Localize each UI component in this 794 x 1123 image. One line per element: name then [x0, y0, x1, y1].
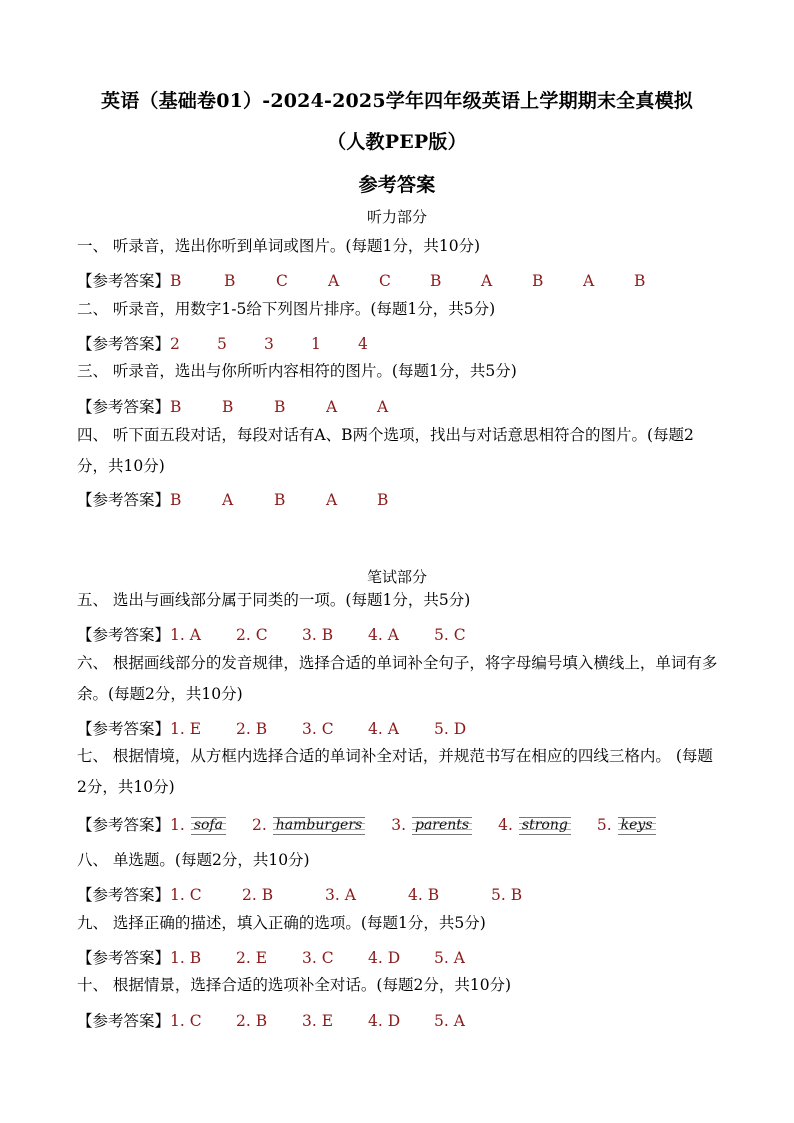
answer-value: 4. A: [368, 626, 399, 644]
answer-value: A: [222, 491, 234, 509]
question-2-answer: [77, 332, 368, 354]
document-subtitle: （人教PEP版）: [327, 131, 467, 153]
answer-value: 3. C: [302, 720, 334, 738]
question-2-text: 二、 听录音，用数字1-5给下列图片排序。(每题1分，共5分): [77, 300, 496, 318]
answer-value: 5: [217, 335, 227, 353]
answer-value: 4. A: [368, 720, 399, 738]
answer-value: B: [634, 272, 646, 290]
question-8-answer: [77, 883, 522, 905]
answer-value: 5. A: [434, 1012, 465, 1030]
answer-value: B: [170, 491, 182, 509]
answer-value: C: [379, 272, 391, 290]
answer-value: 4. D: [368, 1012, 401, 1030]
answer-value: 2: [170, 335, 180, 353]
answer-label: 【参考答案】: [77, 886, 171, 904]
question-10-text: 十、 根据情景，选择合适的选项补全对话。(每题2分，共10分): [77, 976, 512, 994]
answer-value: A: [377, 398, 389, 416]
four-line-grid: [519, 815, 571, 837]
answer-value: 4. B: [408, 886, 440, 904]
handwritten-answer: sofa: [193, 817, 223, 833]
question-1-answer: [77, 269, 645, 291]
answer-value: B: [170, 398, 182, 416]
answer-label: 【参考答案】: [77, 626, 171, 644]
answer-value: 1: [311, 335, 321, 353]
four-line-grid: [412, 815, 472, 837]
answer-value: B: [224, 272, 236, 290]
answer-value: B: [274, 491, 286, 509]
answer-value: 1. E: [170, 720, 202, 738]
handwritten-answer: parents: [415, 817, 470, 833]
answer-value: 3. B: [302, 626, 334, 644]
answer-number: 2.: [251, 816, 267, 834]
question-9-text: 九、 选择正确的描述，填入正确的选项。(每题1分，共5分): [77, 914, 486, 932]
answer-value: 5. B: [491, 886, 523, 904]
question-6-answer: [77, 717, 466, 739]
answer-value: B: [274, 398, 286, 416]
handwritten-answer: keys: [620, 817, 653, 833]
answer-number: 1.: [170, 816, 185, 834]
answer-value: 3. C: [302, 949, 334, 967]
answer-value: 2. B: [236, 720, 268, 738]
question-5-text: 五、 选出与画线部分属于同类的一项。(每题1分，共5分): [77, 591, 471, 609]
four-line-grid: [191, 815, 226, 837]
answer-value: 3. E: [302, 1012, 334, 1030]
answer-value: 5. A: [434, 949, 465, 967]
answer-number: 3.: [391, 816, 406, 834]
answer-value: A: [583, 272, 595, 290]
question-8-text: 八、 单选题。(每题2分，共10分): [77, 851, 310, 869]
answer-number: 5.: [596, 816, 612, 834]
answer-label: 【参考答案】: [77, 949, 171, 967]
question-3-answer: [77, 395, 388, 417]
answer-value: A: [481, 272, 493, 290]
question-1-text: 一、 听录音，选出你听到单词或图片。(每题1分，共10分): [77, 237, 481, 255]
answer-label: 【参考答案】: [77, 398, 171, 416]
question-4-answer: [77, 488, 388, 510]
question-9-answer: [77, 946, 465, 968]
answer-value: 2. B: [242, 886, 274, 904]
answer-value: 2. B: [236, 1012, 268, 1030]
answer-value: B: [532, 272, 544, 290]
answer-number: 4.: [498, 816, 513, 834]
answer-value: 5. D: [434, 720, 467, 738]
answer-value: 1. C: [170, 886, 202, 904]
answer-value: 3: [264, 335, 274, 353]
answer-value: 2. C: [236, 626, 268, 644]
question-10-answer: [77, 1009, 465, 1031]
question-7-answer: [77, 813, 656, 837]
question-5-answer: [77, 623, 466, 645]
question-7-text: 七、 根据情境，从方框内选择合适的单词补全对话，并规范书写在相应的四线三格内。 (每题2分，共10分): [77, 747, 713, 796]
question-3-text: 三、 听录音，选出与你所听内容相符的图片。(每题1分，共5分): [77, 362, 517, 380]
answer-value: 1. C: [170, 1012, 202, 1030]
handwritten-answer: strong: [521, 817, 568, 833]
answer-value: 3. A: [325, 886, 356, 904]
answer-value: 1. A: [170, 626, 201, 644]
answer-label: 【参考答案】: [77, 1012, 171, 1030]
answer-label: 【参考答案】: [77, 335, 171, 353]
question-4-text: 四、 听下面五段对话，每段对话有A、B两个选项，找出与对话意思相符合的图片。(每题2分，共10分): [77, 426, 694, 475]
answer-label: 【参考答案】: [77, 272, 171, 290]
writing-section-heading: 笔试部分: [366, 568, 427, 586]
answer-key-heading: 参考答案: [358, 174, 436, 196]
answer-value: 4: [358, 335, 368, 353]
answer-value: B: [222, 398, 234, 416]
document-title: 英语（基础卷01）-2024-2025学年四年级英语上学期期末全真模拟: [101, 90, 693, 112]
four-line-grid: [618, 815, 656, 837]
four-line-grid: [273, 815, 365, 837]
answer-value: C: [276, 272, 288, 290]
answer-value: B: [430, 272, 442, 290]
question-6-text: 六、 根据画线部分的发音规律，选择合适的单词补全句子，将字母编号填入横线上，单词有多余。(每题2分，共10分): [77, 654, 718, 703]
answer-value: 1. B: [170, 949, 202, 967]
answer-label: 【参考答案】: [77, 720, 171, 738]
answer-value: 4. D: [368, 949, 401, 967]
answer-value: A: [328, 272, 340, 290]
answer-value: 2. E: [236, 949, 268, 967]
answer-value: B: [170, 272, 182, 290]
answer-value: A: [326, 491, 338, 509]
answer-label: 【参考答案】: [77, 491, 171, 509]
answer-label: 【参考答案】: [77, 816, 171, 834]
listening-section-heading: 听力部分: [366, 208, 427, 226]
answer-value: B: [377, 491, 389, 509]
handwritten-answer: hamburgers: [275, 817, 363, 833]
answer-value: A: [326, 398, 338, 416]
answer-value: 5. C: [434, 626, 466, 644]
